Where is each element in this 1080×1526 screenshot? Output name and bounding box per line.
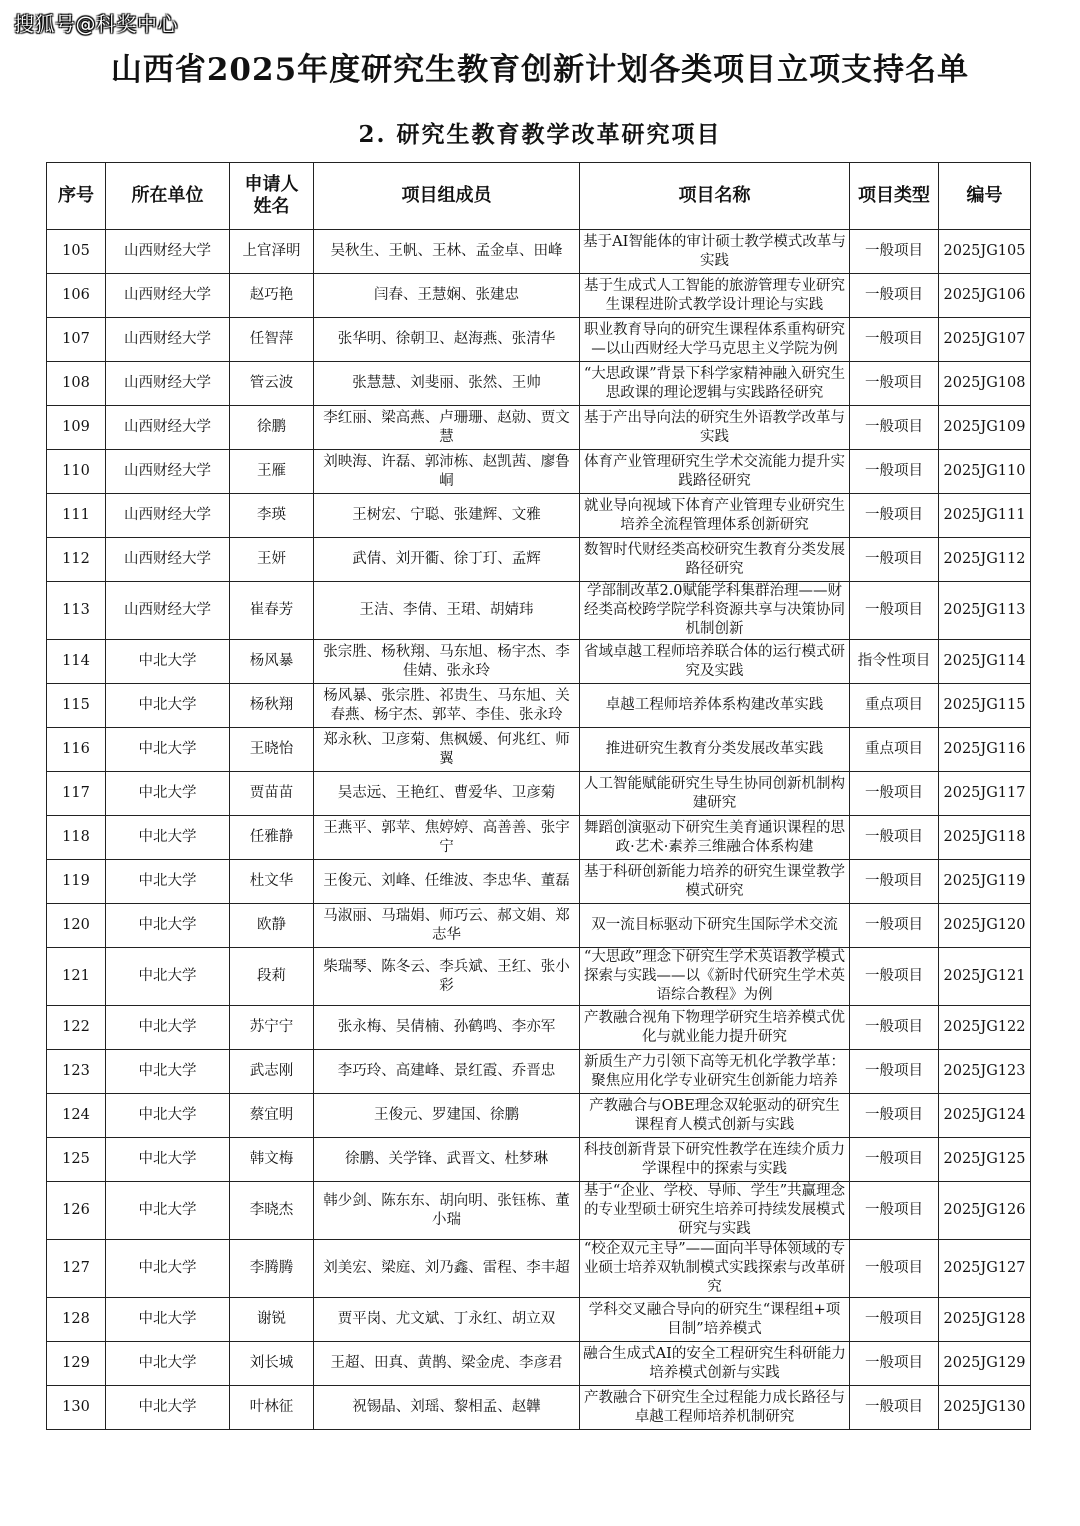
cell-no: 118 [47,816,106,860]
cell-members: 张永梅、吴倩楠、孙鹤鸣、李亦军 [314,1006,580,1050]
cell-type: 一般项目 [850,1138,939,1182]
table-row [47,640,1031,684]
cell-unit: 中北大学 [106,728,230,772]
cell-applicant: 苏宁宁 [230,1006,314,1050]
cell-type: 一般项目 [850,274,939,318]
table-row [47,772,1031,816]
cell-code: 2025JG108 [939,362,1031,406]
cell-code: 2025JG113 [939,582,1031,640]
table-row [47,1006,1031,1050]
cell-members: 李巧玲、高建峰、景红霞、乔晋忠 [314,1050,580,1094]
cell-no: 115 [47,684,106,728]
table-header [47,163,1031,230]
cell-project-name: 基于产出导向法的研究生外语教学改革与实践 [580,406,850,450]
table-row [47,1342,1031,1386]
table-row [47,684,1031,728]
table-row [47,362,1031,406]
cell-members: 韩少剑、陈东东、胡向明、张钰栋、董小瑞 [314,1182,580,1240]
cell-project-name: 新质生产力引领下高等无机化学教学革：聚焦应用化学专业研究生创新能力培养 [580,1050,850,1094]
cell-code: 2025JG128 [939,1298,1031,1342]
cell-applicant: 王雁 [230,450,314,494]
section-subtitle: 2. 研究生教育教学改革研究项目 [358,121,722,148]
table-row [47,582,1031,640]
cell-code: 2025JG112 [939,538,1031,582]
cell-members: 马淑丽、马瑞娟、师巧云、郝文娟、郑志华 [314,904,580,948]
cell-applicant: 蔡宜明 [230,1094,314,1138]
cell-type: 一般项目 [850,816,939,860]
cell-no: 123 [47,1050,106,1094]
cell-type: 一般项目 [850,904,939,948]
cell-project-name: “大思政”理念下研究生学术英语教学模式探索与实践——以《新时代研究生学术英语综合教程》为例 [580,948,850,1006]
cell-no: 130 [47,1386,106,1430]
table-row [47,274,1031,318]
cell-unit: 山西财经大学 [106,450,230,494]
cell-members: 王洁、李倩、王珺、胡婧玮 [314,582,580,640]
cell-no: 120 [47,904,106,948]
cell-project-name: 基于生成式人工智能的旅游管理专业研究生课程进阶式教学设计理论与实践 [580,274,850,318]
cell-unit: 山西财经大学 [106,318,230,362]
cell-members: 杨风暴、张宗胜、祁贵生、马东旭、关春燕、杨宇杰、郭苹、李佳、张永玲 [314,684,580,728]
table-row [47,1138,1031,1182]
cell-project-name: 就业导向视域下体育产业管理专业研究生培养全流程管理体系创新研究 [580,494,850,538]
cell-members: 吴秋生、王帆、王林、孟金卓、田峰 [314,230,580,274]
cell-applicant: 谢锐 [230,1298,314,1342]
cell-applicant: 韩文梅 [230,1138,314,1182]
cell-applicant: 叶林征 [230,1386,314,1430]
table-row [47,860,1031,904]
table-row [47,1050,1031,1094]
cell-members: 张慧慧、刘斐丽、张然、王帅 [314,362,580,406]
cell-project-name: 产教融合下研究生全过程能力成长路径与卓越工程师培养机制研究 [580,1386,850,1430]
cell-applicant: 李瑛 [230,494,314,538]
header-unit: 所在单位 [106,163,230,230]
cell-project-name: 数智时代财经类高校研究生教育分类发展路径研究 [580,538,850,582]
cell-members: 王俊元、刘峰、任维波、李忠华、董磊 [314,860,580,904]
cell-unit: 山西财经大学 [106,494,230,538]
cell-applicant: 徐鹏 [230,406,314,450]
cell-unit: 中北大学 [106,1298,230,1342]
cell-no: 116 [47,728,106,772]
cell-unit: 中北大学 [106,904,230,948]
cell-no: 129 [47,1342,106,1386]
cell-members: 郑永秋、卫彦菊、焦枫媛、何兆红、师翼 [314,728,580,772]
cell-type: 一般项目 [850,494,939,538]
watermark: 搜狐号@科奖中心 [14,12,178,36]
cell-unit: 中北大学 [106,1240,230,1298]
cell-type: 一般项目 [850,538,939,582]
cell-members: 王树宏、宁聪、张建辉、文雅 [314,494,580,538]
cell-applicant: 赵巧艳 [230,274,314,318]
cell-applicant: 段莉 [230,948,314,1006]
cell-members: 柴瑞琴、陈冬云、李兵斌、王红、张小彩 [314,948,580,1006]
cell-code: 2025JG121 [939,948,1031,1006]
cell-code: 2025JG111 [939,494,1031,538]
cell-project-name: 双一流目标驱动下研究生国际学术交流 [580,904,850,948]
cell-project-name: 基于科研创新能力培养的研究生课堂教学模式研究 [580,860,850,904]
cell-type: 一般项目 [850,772,939,816]
cell-no: 122 [47,1006,106,1050]
cell-code: 2025JG125 [939,1138,1031,1182]
header-type: 项目类型 [850,163,939,230]
cell-code: 2025JG126 [939,1182,1031,1240]
cell-no: 112 [47,538,106,582]
cell-code: 2025JG114 [939,640,1031,684]
table-row [47,406,1031,450]
cell-unit: 山西财经大学 [106,538,230,582]
cell-members: 王燕平、郭苹、焦婷婷、高善善、张宇宁 [314,816,580,860]
cell-members: 徐鹏、关学锋、武晋文、杜梦琳 [314,1138,580,1182]
table-row [47,1094,1031,1138]
cell-applicant: 杨风暴 [230,640,314,684]
cell-code: 2025JG119 [939,860,1031,904]
cell-no: 106 [47,274,106,318]
cell-no: 124 [47,1094,106,1138]
cell-no: 108 [47,362,106,406]
cell-type: 一般项目 [850,948,939,1006]
cell-type: 指令性项目 [850,640,939,684]
cell-unit: 山西财经大学 [106,274,230,318]
cell-applicant: 李晓杰 [230,1182,314,1240]
cell-applicant: 王晓怡 [230,728,314,772]
cell-type: 一般项目 [850,860,939,904]
cell-applicant: 崔春芳 [230,582,314,640]
cell-code: 2025JG107 [939,318,1031,362]
table-row [47,816,1031,860]
cell-type: 一般项目 [850,230,939,274]
cell-unit: 中北大学 [106,1138,230,1182]
cell-applicant: 刘长城 [230,1342,314,1386]
cell-code: 2025JG110 [939,450,1031,494]
cell-unit: 中北大学 [106,948,230,1006]
cell-code: 2025JG115 [939,684,1031,728]
project-table [46,162,1031,1430]
table-row [47,728,1031,772]
page-title: 山西省2025年度研究生教育创新计划各类项目立项支持名单 [110,52,970,88]
cell-no: 110 [47,450,106,494]
cell-code: 2025JG122 [939,1006,1031,1050]
cell-project-name: 科技创新背景下研究性教学在连续介质力学课程中的探索与实践 [580,1138,850,1182]
table-row [47,494,1031,538]
cell-no: 114 [47,640,106,684]
cell-project-name: 学部制改革2.0赋能学科集群治理——财经类高校跨学院学科资源共享与决策协同机制创新 [580,582,850,640]
cell-project-name: 学科交叉融合导向的研究生“课程组+项目制”培养模式 [580,1298,850,1342]
cell-applicant: 李腾腾 [230,1240,314,1298]
cell-project-name: 卓越工程师培养体系构建改革实践 [580,684,850,728]
table-row [47,1298,1031,1342]
cell-type: 一般项目 [850,318,939,362]
cell-applicant: 杨秋翔 [230,684,314,728]
cell-type: 一般项目 [850,362,939,406]
cell-unit: 中北大学 [106,816,230,860]
table-row [47,1386,1031,1430]
cell-type: 一般项目 [850,1298,939,1342]
cell-unit: 中北大学 [106,1342,230,1386]
cell-members: 刘映海、许磊、郭沛栋、赵凯茜、廖鲁峒 [314,450,580,494]
cell-no: 119 [47,860,106,904]
cell-members: 武倩、刘开衢、徐丁玎、孟辉 [314,538,580,582]
cell-applicant: 武志刚 [230,1050,314,1094]
table-row [47,948,1031,1006]
cell-code: 2025JG105 [939,230,1031,274]
cell-unit: 山西财经大学 [106,582,230,640]
cell-applicant: 杜文华 [230,860,314,904]
table-row [47,1240,1031,1298]
cell-code: 2025JG118 [939,816,1031,860]
cell-type: 一般项目 [850,1094,939,1138]
cell-type: 一般项目 [850,582,939,640]
header-project-name: 项目名称 [580,163,850,230]
cell-code: 2025JG120 [939,904,1031,948]
cell-type: 一般项目 [850,450,939,494]
cell-unit: 中北大学 [106,1006,230,1050]
cell-members: 王俊元、罗建国、徐鹏 [314,1094,580,1138]
header-applicant: 申请人姓名 [230,163,314,230]
cell-project-name: 产教融合视角下物理学研究生培养模式优化与就业能力提升研究 [580,1006,850,1050]
cell-code: 2025JG123 [939,1050,1031,1094]
cell-applicant: 任智萍 [230,318,314,362]
cell-project-name: 基于AI智能体的审计硕士教学模式改革与实践 [580,230,850,274]
cell-no: 125 [47,1138,106,1182]
cell-project-name: 产教融合与OBE理念双轮驱动的研究生课程育人模式创新与实践 [580,1094,850,1138]
cell-type: 一般项目 [850,1342,939,1386]
cell-no: 111 [47,494,106,538]
table-row [47,318,1031,362]
table-row [47,904,1031,948]
cell-members: 张宗胜、杨秋翔、马东旭、杨宇杰、李佳婧、张永玲 [314,640,580,684]
cell-code: 2025JG117 [939,772,1031,816]
cell-members: 祝锡晶、刘瑶、黎相孟、赵韡 [314,1386,580,1430]
cell-project-name: 人工智能赋能研究生导生协同创新机制构建研究 [580,772,850,816]
cell-unit: 中北大学 [106,1386,230,1430]
cell-unit: 中北大学 [106,1094,230,1138]
cell-members: 闫春、王慧娴、张建忠 [314,274,580,318]
cell-type: 一般项目 [850,1240,939,1298]
cell-unit: 中北大学 [106,860,230,904]
cell-applicant: 欧静 [230,904,314,948]
cell-unit: 中北大学 [106,1182,230,1240]
cell-type: 一般项目 [850,1006,939,1050]
cell-project-name: 体育产业管理研究生学术交流能力提升实践路径研究 [580,450,850,494]
cell-project-name: 融合生成式AI的安全工程研究生科研能力培养模式创新与实践 [580,1342,850,1386]
cell-no: 117 [47,772,106,816]
cell-members: 李红丽、梁高燕、卢珊珊、赵勍、贾文慧 [314,406,580,450]
cell-applicant: 管云波 [230,362,314,406]
cell-code: 2025JG130 [939,1386,1031,1430]
cell-no: 121 [47,948,106,1006]
cell-no: 105 [47,230,106,274]
table-row [47,450,1031,494]
cell-type: 一般项目 [850,1050,939,1094]
cell-members: 张华明、徐朝卫、赵海燕、张清华 [314,318,580,362]
cell-project-name: 舞蹈创演驱动下研究生美育通识课程的思政·艺术·素养三维融合体系构建 [580,816,850,860]
cell-unit: 山西财经大学 [106,406,230,450]
table-row [47,1182,1031,1240]
cell-code: 2025JG127 [939,1240,1031,1298]
cell-applicant: 王妍 [230,538,314,582]
cell-type: 一般项目 [850,406,939,450]
table-row [47,538,1031,582]
cell-project-name: 推进研究生教育分类发展改革实践 [580,728,850,772]
cell-project-name: “校企双元主导”——面向半导体领域的专业硕士培养双轨制模式实践探索与改革研究 [580,1240,850,1298]
cell-code: 2025JG116 [939,728,1031,772]
cell-unit: 中北大学 [106,684,230,728]
cell-no: 107 [47,318,106,362]
cell-unit: 山西财经大学 [106,230,230,274]
cell-no: 126 [47,1182,106,1240]
cell-members: 吴志远、王艳红、曹爱华、卫彦菊 [314,772,580,816]
cell-no: 128 [47,1298,106,1342]
header-members: 项目组成员 [314,163,580,230]
cell-applicant: 贾苗苗 [230,772,314,816]
cell-applicant: 任雅静 [230,816,314,860]
cell-code: 2025JG109 [939,406,1031,450]
cell-code: 2025JG129 [939,1342,1031,1386]
header-code: 编号 [939,163,1031,230]
cell-type: 一般项目 [850,1182,939,1240]
cell-unit: 中北大学 [106,772,230,816]
header-no: 序号 [47,163,106,230]
cell-members: 王超、田真、黄鹊、梁金虎、李彦君 [314,1342,580,1386]
cell-unit: 山西财经大学 [106,362,230,406]
cell-project-name: 基于“企业、学校、导师、学生”共赢理念的专业型硕士研究生培养可持续发展模式研究与实践 [580,1182,850,1240]
cell-type: 重点项目 [850,728,939,772]
table-row [47,230,1031,274]
cell-code: 2025JG124 [939,1094,1031,1138]
cell-code: 2025JG106 [939,274,1031,318]
cell-no: 113 [47,582,106,640]
cell-members: 贾平岗、尤文斌、丁永红、胡立双 [314,1298,580,1342]
cell-unit: 中北大学 [106,640,230,684]
cell-no: 109 [47,406,106,450]
cell-type: 重点项目 [850,684,939,728]
cell-members: 刘美宏、梁庭、刘乃鑫、雷程、李丰超 [314,1240,580,1298]
cell-type: 一般项目 [850,1386,939,1430]
cell-no: 127 [47,1240,106,1298]
cell-project-name: “大思政课”背景下科学家精神融入研究生思政课的理论逻辑与实践路径研究 [580,362,850,406]
cell-project-name: 省域卓越工程师培养联合体的运行模式研究及实践 [580,640,850,684]
cell-project-name: 职业教育导向的研究生课程体系重构研究—以山西财经大学马克思主义学院为例 [580,318,850,362]
cell-unit: 中北大学 [106,1050,230,1094]
cell-applicant: 上官泽明 [230,230,314,274]
table-body [47,230,1031,1430]
